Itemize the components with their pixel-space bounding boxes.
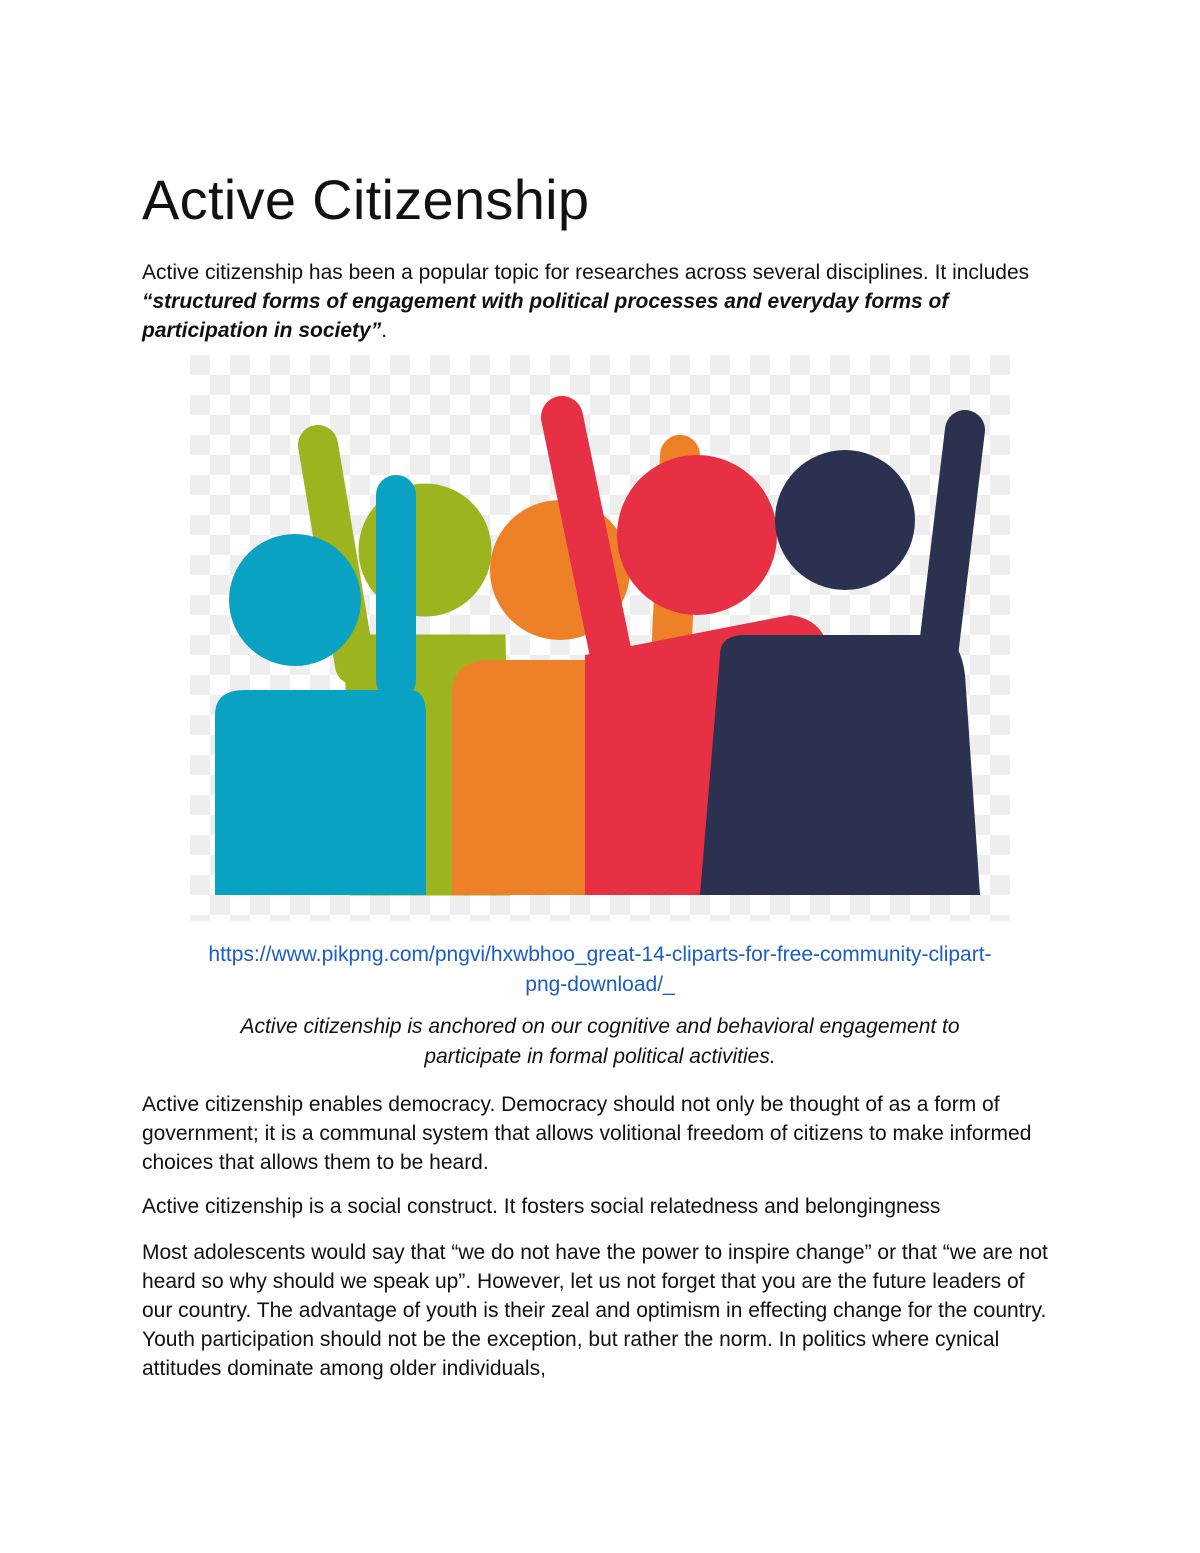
source-link-line-1[interactable]: https://www.pikpng.com/pngvi/hxwbhoo_great-14-cliparts-for-free-community-clipart- <box>208 943 992 966</box>
figure-caption <box>142 1012 1058 1072</box>
intro-end: . <box>381 319 388 342</box>
paragraph-youth: Most adolescents would say that “we do not have the power to inspire change” or that “we are not heard so why should we speak up”. However, let us not forget that you are the future leaders of our country. The advantage of youth is their zeal and optimism in effecting change for the country. Youth participation should not be the exception, but rather the norm. In politics where cynical attitudes dominate among older individuals, <box>142 1241 1048 1380</box>
intro-paragraph <box>142 258 1058 345</box>
paragraph-democracy: Active citizenship enables democracy. Democracy should not only be thought of as a form of government; it is a communal system that allows volitional freedom of citizens to make informed choices that allows them to be heard. <box>142 1093 1032 1174</box>
intro-text: Active citizenship has been a popular topic for researches across several disciplines. It includes <box>142 261 1030 284</box>
page-title: Active Citizenship <box>142 168 590 231</box>
community-illustration <box>190 355 1010 921</box>
image-source-link[interactable] <box>142 940 1058 1000</box>
source-link-line-2[interactable]: png-download/_ <box>525 973 675 996</box>
caption-line-1: Active citizenship is anchored on our cognitive and behavioral engagement to <box>240 1015 960 1038</box>
paragraph-social-construct: Active citizenship is a social construct. It fosters social relatedness and belongingness <box>142 1195 941 1218</box>
caption-line-2: participate in formal political activities. <box>424 1045 776 1068</box>
intro-quote: “structured forms of engagement with political processes and everyday forms of participation in society” <box>142 290 949 342</box>
